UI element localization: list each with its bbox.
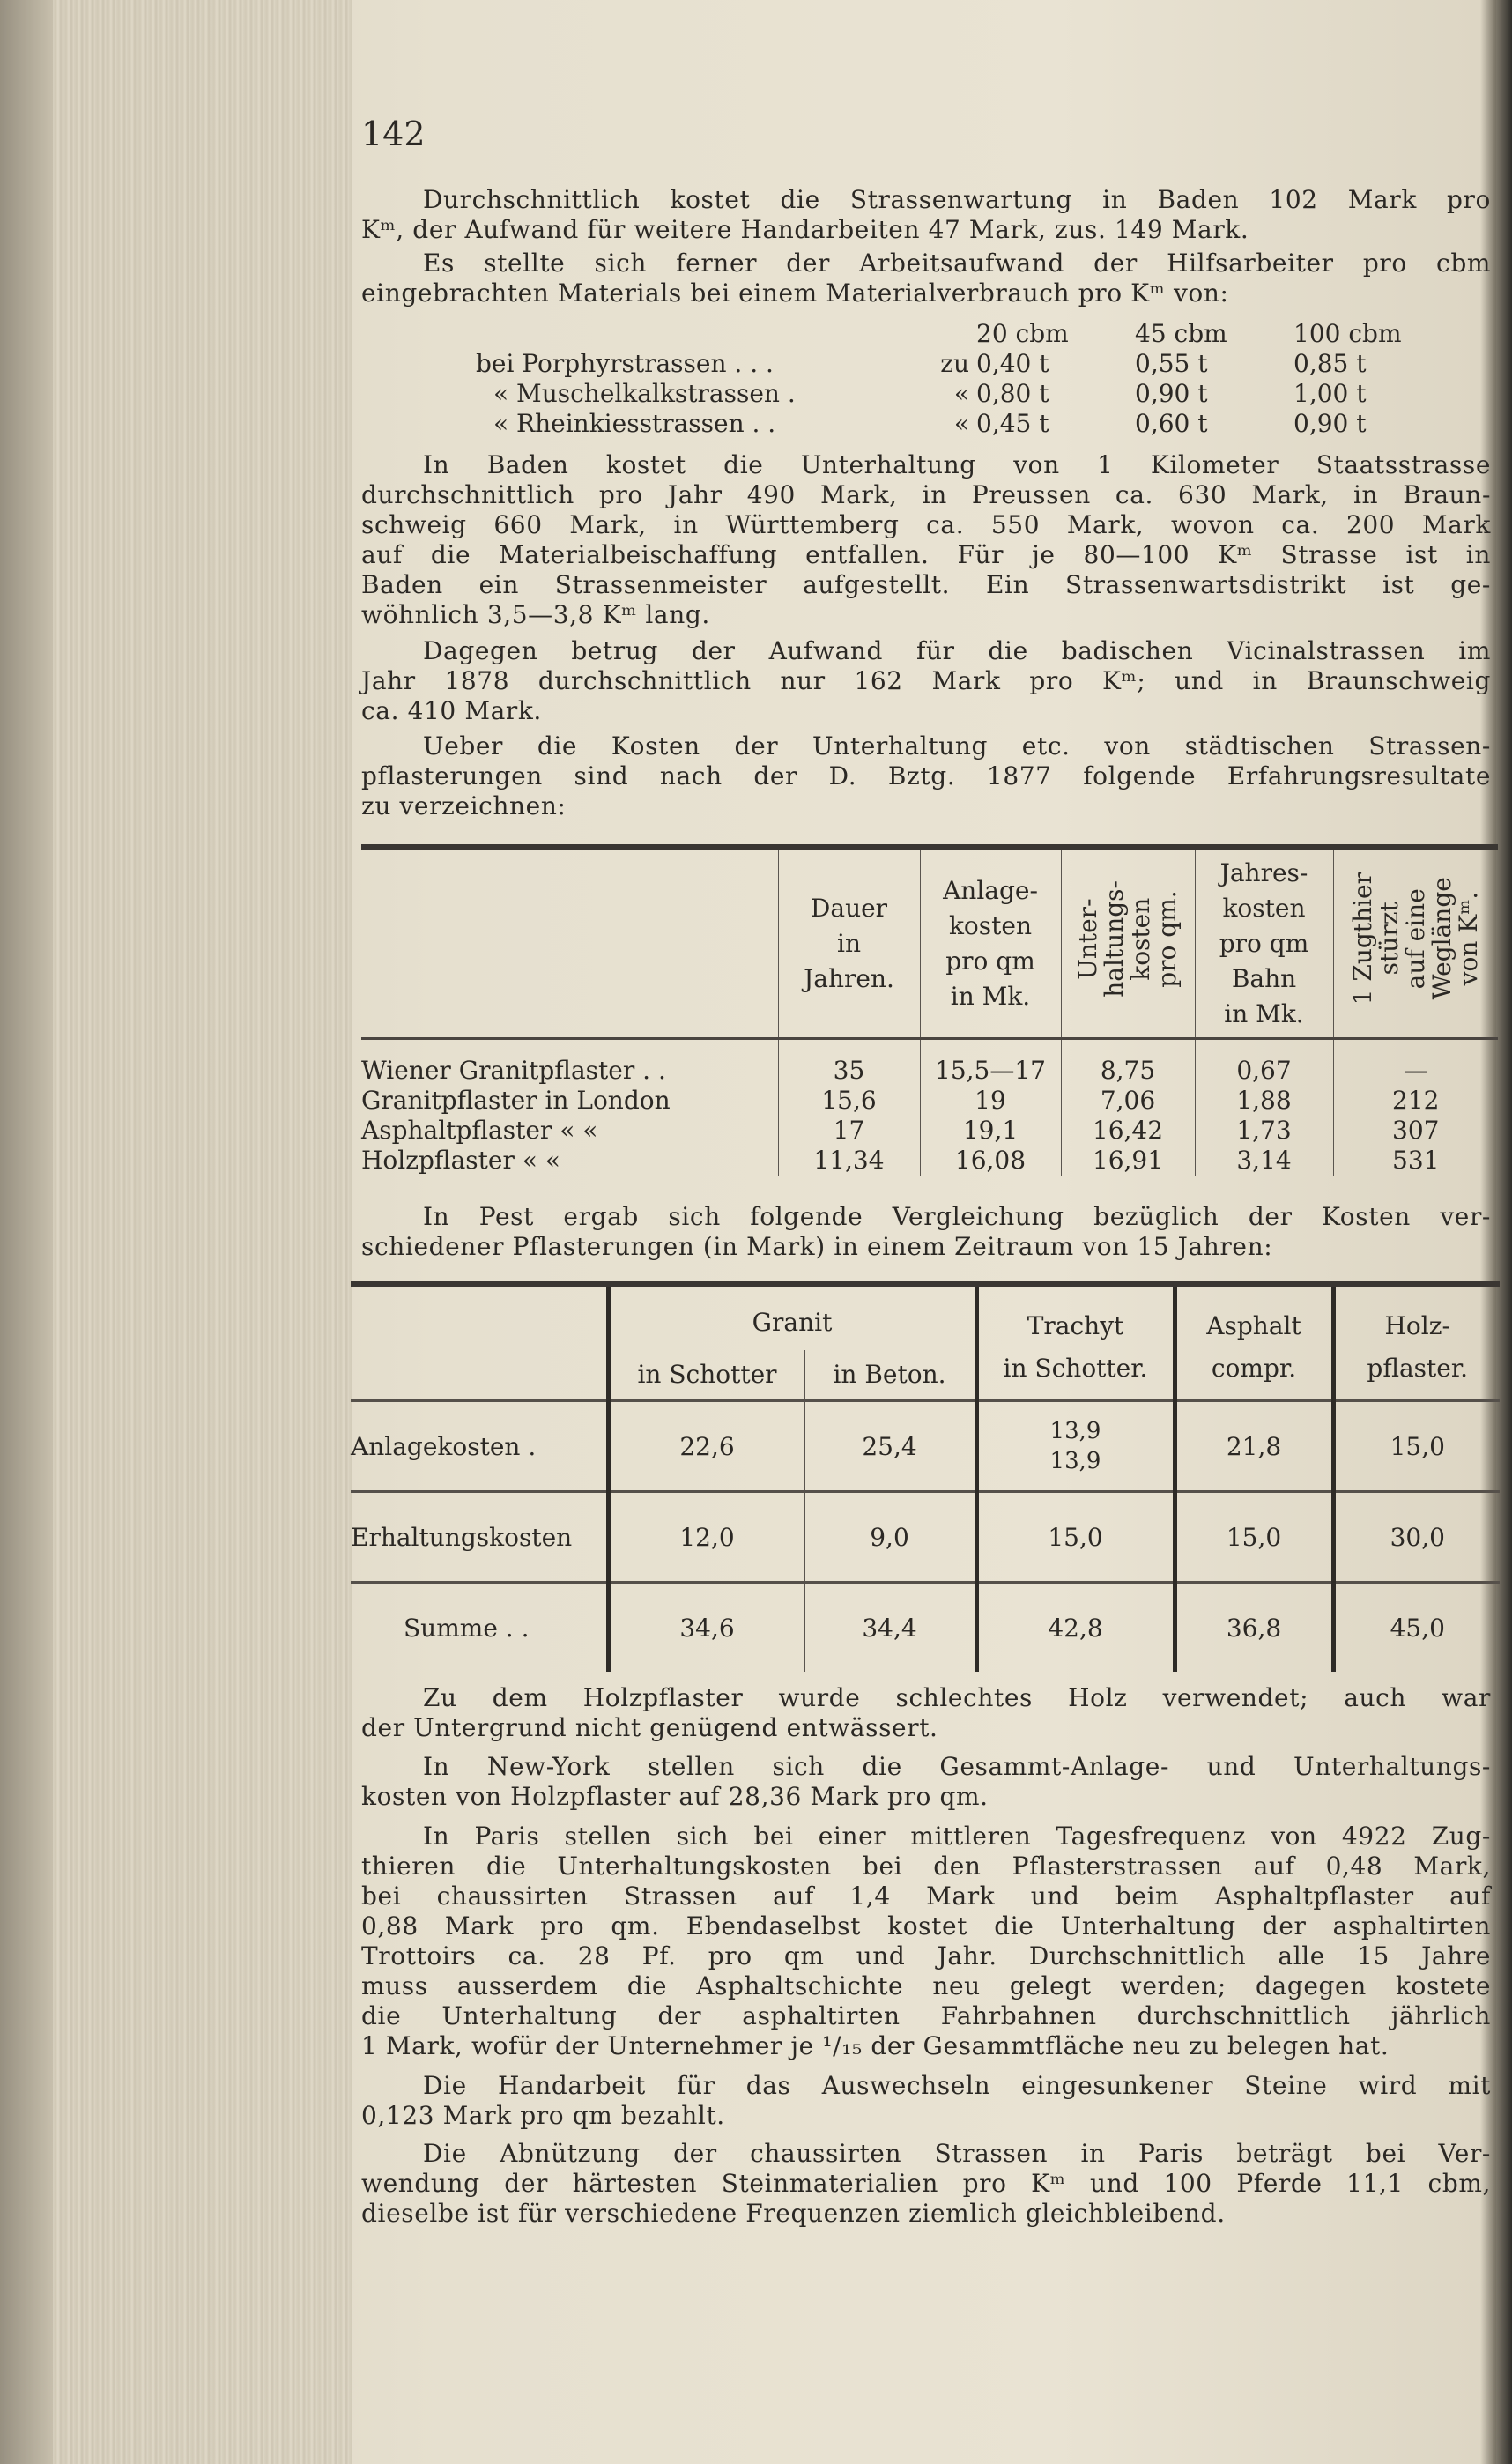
text-line: pflasterungen sind nach der D. Bztg. 1877 folgende Erfahrungsresultate	[361, 761, 1491, 790]
cell: 7,06	[1061, 1086, 1195, 1116]
header-line: Holz-	[1384, 1311, 1450, 1340]
text-line: 0,88 Mark pro qm. Ebendaselbst kostet die Unterhaltung der asphaltirten	[361, 1911, 1491, 1941]
labour-table-row	[476, 379, 1452, 409]
row-label: Anlagekosten .	[351, 1401, 608, 1492]
cell: 0,90 t	[1293, 409, 1367, 438]
book-binding-edge	[1496, 0, 1512, 2464]
header-line: Weglänge	[1427, 877, 1456, 1001]
table-row	[361, 1039, 1498, 1087]
header-line: pflaster.	[1367, 1354, 1469, 1383]
cell	[976, 1401, 1175, 1492]
cell: 30,0	[1333, 1492, 1500, 1583]
cell: 212	[1333, 1086, 1498, 1116]
header-line: kosten	[1126, 897, 1155, 981]
pest-cost-table	[351, 1281, 1500, 1672]
text-line: In Baden kostet die Unterhaltung von 1 Kilometer Staatsstrasse	[423, 450, 1491, 479]
row-prefix: «	[953, 409, 969, 438]
row-label: Asphaltpflaster « «	[361, 1116, 598, 1145]
header-holzpflaster	[1333, 1284, 1500, 1401]
cell: 307	[1333, 1116, 1498, 1146]
header-line: kosten	[1222, 894, 1306, 923]
cell: 35	[778, 1039, 920, 1087]
text-line: 0,123 Mark pro qm bezahlt.	[361, 2101, 725, 2130]
header-line: pro qm.	[1153, 890, 1182, 988]
header-line: Asphalt	[1206, 1311, 1301, 1340]
header-line: Trachyt	[1027, 1311, 1124, 1340]
paragraph	[361, 1822, 1491, 2061]
cell: 0,85 t	[1293, 349, 1367, 378]
column-header: 45 cbm	[1135, 319, 1227, 348]
cell: 15,6	[778, 1086, 920, 1116]
row-label: Holzpflaster « «	[361, 1146, 560, 1175]
header-zugthier	[1333, 848, 1498, 1039]
table-row	[351, 1492, 1500, 1583]
header-granit-beton: in Beton.	[804, 1350, 976, 1401]
header-jahreskosten	[1195, 848, 1333, 1039]
cell: 15,0	[976, 1492, 1175, 1583]
row-prefix: «	[953, 379, 969, 408]
row-label: Granitpflaster in London	[361, 1086, 671, 1115]
header-line: Anlage-	[943, 876, 1038, 905]
cell: 45,0	[1333, 1583, 1500, 1673]
cell: 21,8	[1175, 1401, 1333, 1492]
header-line: Unter-	[1073, 898, 1102, 980]
text-line: Dagegen betrug der Aufwand für die badischen Vicinalstrassen im	[423, 636, 1491, 665]
header-line: in Schotter.	[1003, 1354, 1148, 1383]
text-line: Ueber die Kosten der Unterhaltung etc. von städtischen Strassen-	[423, 731, 1491, 761]
cell: 15,0	[1175, 1492, 1333, 1583]
text-line: Trottoirs ca. 28 Pf. pro qm und Jahr. Durchschnittlich alle 15 Jahre	[361, 1941, 1491, 1970]
header-anlagekosten	[920, 848, 1061, 1039]
text-line: Zu dem Holzpflaster wurde schlechtes Holz verwendet; auch war	[423, 1683, 1491, 1712]
labour-table-row	[476, 349, 1452, 379]
text-line: der Untergrund nicht genügend entwässert.	[361, 1713, 938, 1742]
cell: 16,91	[1061, 1146, 1195, 1176]
cell: 8,75	[1061, 1039, 1195, 1087]
cell: 0,90 t	[1135, 379, 1208, 408]
cell-value: 13,9	[1049, 1448, 1101, 1474]
row-label: « Rheinkiesstrassen . .	[493, 409, 776, 438]
column-header: 100 cbm	[1293, 319, 1402, 348]
cell: 17	[778, 1116, 920, 1146]
cell: 25,4	[804, 1401, 976, 1492]
header-line: 1 Zugthier	[1347, 872, 1377, 1006]
header-granit-schotter: in Schotter	[608, 1350, 804, 1401]
paragraph	[361, 2139, 1491, 2229]
cell: 9,0	[804, 1492, 976, 1583]
paragraph	[361, 636, 1491, 726]
cell: 34,6	[608, 1583, 804, 1673]
text-line: kosten von Holzpflaster auf 28,36 Mark pro qm.	[361, 1782, 989, 1811]
header-line: in Mk.	[950, 982, 1031, 1011]
cell-value: 13,9	[1049, 1418, 1101, 1444]
header-line: pro qm	[945, 946, 1035, 976]
header-line: Jahren.	[804, 964, 894, 993]
text-line: 1 Mark, wofür der Unternehmer je ¹/₁₅ der Gesammtfläche neu zu belegen hat.	[361, 2031, 1390, 2060]
cell: 11,34	[778, 1146, 920, 1176]
book-fore-edge	[0, 0, 352, 2464]
paragraph	[361, 1683, 1491, 1743]
text-line: dieselbe ist für verschiedene Frequenzen ziemlich gleichbleibend.	[361, 2199, 1226, 2228]
cell: 0,40 t	[976, 349, 1049, 378]
row-prefix: zu	[940, 349, 969, 378]
header-asphalt	[1175, 1284, 1333, 1401]
text-line: Es stellte sich ferner der Arbeitsaufwand der Hilfsarbeiter pro cbm	[423, 249, 1491, 278]
paragraph	[361, 731, 1491, 821]
text-line: die Unterhaltung der asphaltirten Fahrbahnen durchschnittlich jährlich	[361, 2001, 1491, 2030]
text-line: Baden ein Strassenmeister aufgestellt. Ein Strassenwartsdistrikt ist ge-	[361, 570, 1491, 599]
header-line: in Mk.	[1224, 999, 1304, 1028]
header-line: stürzt	[1374, 902, 1404, 976]
text-line: wendung der härtesten Steinmaterialien pro Kᵐ und 100 Pferde 11,1 cbm,	[361, 2169, 1491, 2198]
cell: 36,8	[1175, 1583, 1333, 1673]
text-line: schweig 660 Mark, in Württemberg ca. 550 Mark, wovon ca. 200 Mark	[361, 510, 1491, 539]
row-label: « Muschelkalkstrassen .	[493, 379, 796, 408]
header-line: Dauer	[810, 894, 888, 923]
text-line: thieren die Unterhaltungskosten bei den Pflasterstrassen auf 0,48 Mark,	[361, 1852, 1491, 1881]
labour-table-header	[476, 319, 1452, 349]
text-line: schiedener Pflasterungen (in Mark) in einem Zeitraum von 15 Jahren:	[361, 1232, 1273, 1261]
text-line: zu verzeichnen:	[361, 791, 567, 820]
header-trachyt	[976, 1284, 1175, 1401]
cell: 1,88	[1195, 1086, 1333, 1116]
cell: 16,08	[920, 1146, 1061, 1176]
row-label: Summe . .	[351, 1583, 608, 1673]
text-line: durchschnittlich pro Jahr 490 Mark, in Preussen ca. 630 Mark, in Braun-	[361, 480, 1491, 509]
text-line: eingebrachten Materials bei einem Materialverbrauch pro Kᵐ von:	[361, 278, 1229, 308]
page-number: 142	[361, 115, 426, 153]
text-line: Kᵐ, der Aufwand für weitere Handarbeiten 47 Mark, zus. 149 Mark.	[361, 215, 1249, 244]
header-line: kosten	[948, 911, 1033, 940]
text-line: In New-York stellen sich die Gesammt-Anlage- und Unterhaltungs-	[423, 1752, 1491, 1781]
header-line: auf eine	[1400, 888, 1430, 990]
cell: 12,0	[608, 1492, 804, 1583]
cell: 34,4	[804, 1583, 976, 1673]
cell: 0,55 t	[1135, 349, 1208, 378]
labour-table-row	[476, 409, 1452, 439]
labour-table	[476, 319, 1452, 439]
cell: 0,80 t	[976, 379, 1049, 408]
text-line: In Pest ergab sich folgende Vergleichung bezüglich der Kosten ver-	[423, 1202, 1491, 1231]
paragraph	[361, 2071, 1491, 2131]
cell: 15,5—17	[920, 1039, 1061, 1087]
cell: 42,8	[976, 1583, 1175, 1673]
header-dauer	[778, 848, 920, 1039]
paving-cost-table	[361, 844, 1498, 1176]
table-row	[351, 1583, 1500, 1673]
cell: 22,6	[608, 1401, 804, 1492]
text-line: In Paris stellen sich bei einer mittleren Tagesfrequenz von 4922 Zug-	[423, 1822, 1491, 1851]
text-line: Durchschnittlich kostet die Strassenwartung in Baden 102 Mark pro	[423, 185, 1491, 214]
text-line: Die Abnützung der chaussirten Strassen in Paris beträgt bei Ver-	[423, 2139, 1491, 2168]
header-granit: Granit	[608, 1284, 976, 1350]
text-line: wöhnlich 3,5—3,8 Kᵐ lang.	[361, 600, 710, 629]
text-line: bei chaussirten Strassen auf 1,4 Mark und beim Asphaltpflaster auf	[361, 1881, 1491, 1911]
cell: 531	[1333, 1146, 1498, 1176]
text-line: auf die Materialbeischaffung entfallen. Für je 80—100 Kᵐ Strasse ist in	[361, 540, 1491, 569]
header-line: compr.	[1211, 1354, 1297, 1383]
paragraph	[361, 1202, 1491, 1262]
table-row	[361, 1116, 1498, 1146]
paragraph	[361, 249, 1491, 308]
table-header-row	[351, 1284, 1500, 1350]
cell: 0,45 t	[976, 409, 1049, 438]
header-line: Jahres-	[1219, 858, 1308, 887]
paragraph	[361, 1752, 1491, 1812]
text-line: ca. 410 Mark.	[361, 696, 542, 725]
paving-table-body	[361, 1039, 1498, 1176]
column-header: 20 cbm	[976, 319, 1069, 348]
cell: —	[1333, 1039, 1498, 1087]
empty-header	[361, 848, 778, 1039]
header-line: Bahn	[1231, 964, 1297, 993]
table-row	[351, 1401, 1500, 1492]
cell: 1,73	[1195, 1116, 1333, 1146]
cell: 3,14	[1195, 1146, 1333, 1176]
table-header-row	[361, 848, 1498, 1039]
table-row	[361, 1086, 1498, 1116]
paragraph	[361, 450, 1491, 630]
paragraph	[361, 185, 1491, 245]
text-line: Die Handarbeit für das Auswechseln eingesunkener Steine wird mit	[423, 2071, 1491, 2100]
cell: 16,42	[1061, 1116, 1195, 1146]
header-line: haltungs-	[1100, 880, 1129, 998]
header-line: von Kᵐ.	[1453, 892, 1483, 986]
row-label: Erhaltungskosten	[351, 1492, 608, 1583]
header-line: in	[837, 929, 861, 958]
table-row	[361, 1146, 1498, 1176]
row-label: bei Porphyrstrassen . . .	[476, 349, 774, 378]
cell: 0,60 t	[1135, 409, 1208, 438]
text-line: muss ausserdem die Asphaltschichte neu gelegt werden; dagegen kostete	[361, 1971, 1491, 2000]
row-label: Wiener Granitpflaster . .	[361, 1056, 666, 1085]
cell: 19,1	[920, 1116, 1061, 1146]
text-line: Jahr 1878 durchschnittlich nur 162 Mark pro Kᵐ; und in Braunschweig	[361, 666, 1491, 695]
header-unterhaltungskosten	[1061, 848, 1195, 1039]
cell: 0,67	[1195, 1039, 1333, 1087]
cell: 19	[920, 1086, 1061, 1116]
cell: 15,0	[1333, 1401, 1500, 1492]
cell: 1,00 t	[1293, 379, 1367, 408]
header-line: pro qm	[1219, 929, 1309, 958]
